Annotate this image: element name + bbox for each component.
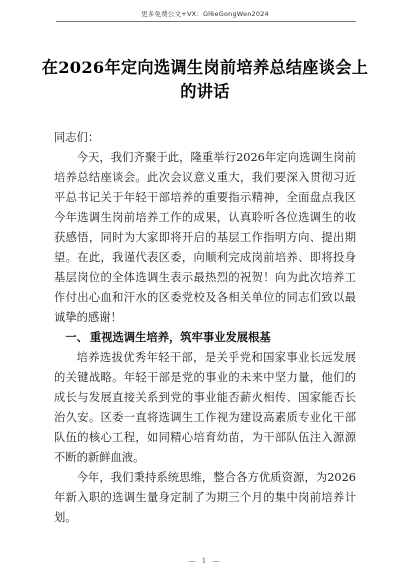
section-heading-1 (54, 328, 356, 348)
section-number: 一、 (65, 331, 88, 344)
section-heading-text: 重视选调生培养，筑牢事业发展根基 (89, 331, 271, 344)
body-paragraph-2: 培养选拔优秀年轻干部，是关乎党和国家事业长远发展的关键战略。年轻干部是党的事业的未来中坚力量，他们的成长与发展直接关系到党的事业能否薪火相传、国家能否长治久安。区委一直将选调生工作视为建设高素质专业化干部队伍的核心工程，如同精心培育幼苗，为干部队伍注入源源不断的新鲜血液。 (54, 351, 356, 464)
header-promo-text: 更多免费公文+VX：Gl6eGongWen2024 (141, 10, 269, 18)
salutation: 同志们： (54, 131, 100, 144)
header-divider (56, 21, 356, 22)
body-paragraph-1: 今天，我们齐聚于此，隆重举行2026年定向选调生岗前培养总结座谈会。此次会议意义重大，我们要深入贯彻习近平总书记关于年轻干部培养的重要指示精神，全面盘点我区今年选调生岗前培养工作的成果，认真聆听各位选调生的收获感悟，同时为大家即将开启的基层工作指明方向、提出期望。在此，我谨代表区委，向顺利完成岗前培养、即将投身基层岗位的全体选调生表示最热烈的祝贺！向为此次培养工作付出心血和汗水的区委党校及各相关单位的同志们致以最诚挚的感谢！ (54, 151, 356, 324)
document-body (54, 128, 356, 528)
body-paragraph-3: 今年，我们秉持系统思维，整合各方优质资源，为2026年新入职的选调生量身定制了为期三个月的集中岗前培养计划。 (54, 471, 356, 524)
page-number: — 1 — (188, 557, 222, 565)
document-title: 在2026年定向选调生岗前培养总结座谈会上的讲话 (41, 58, 369, 101)
